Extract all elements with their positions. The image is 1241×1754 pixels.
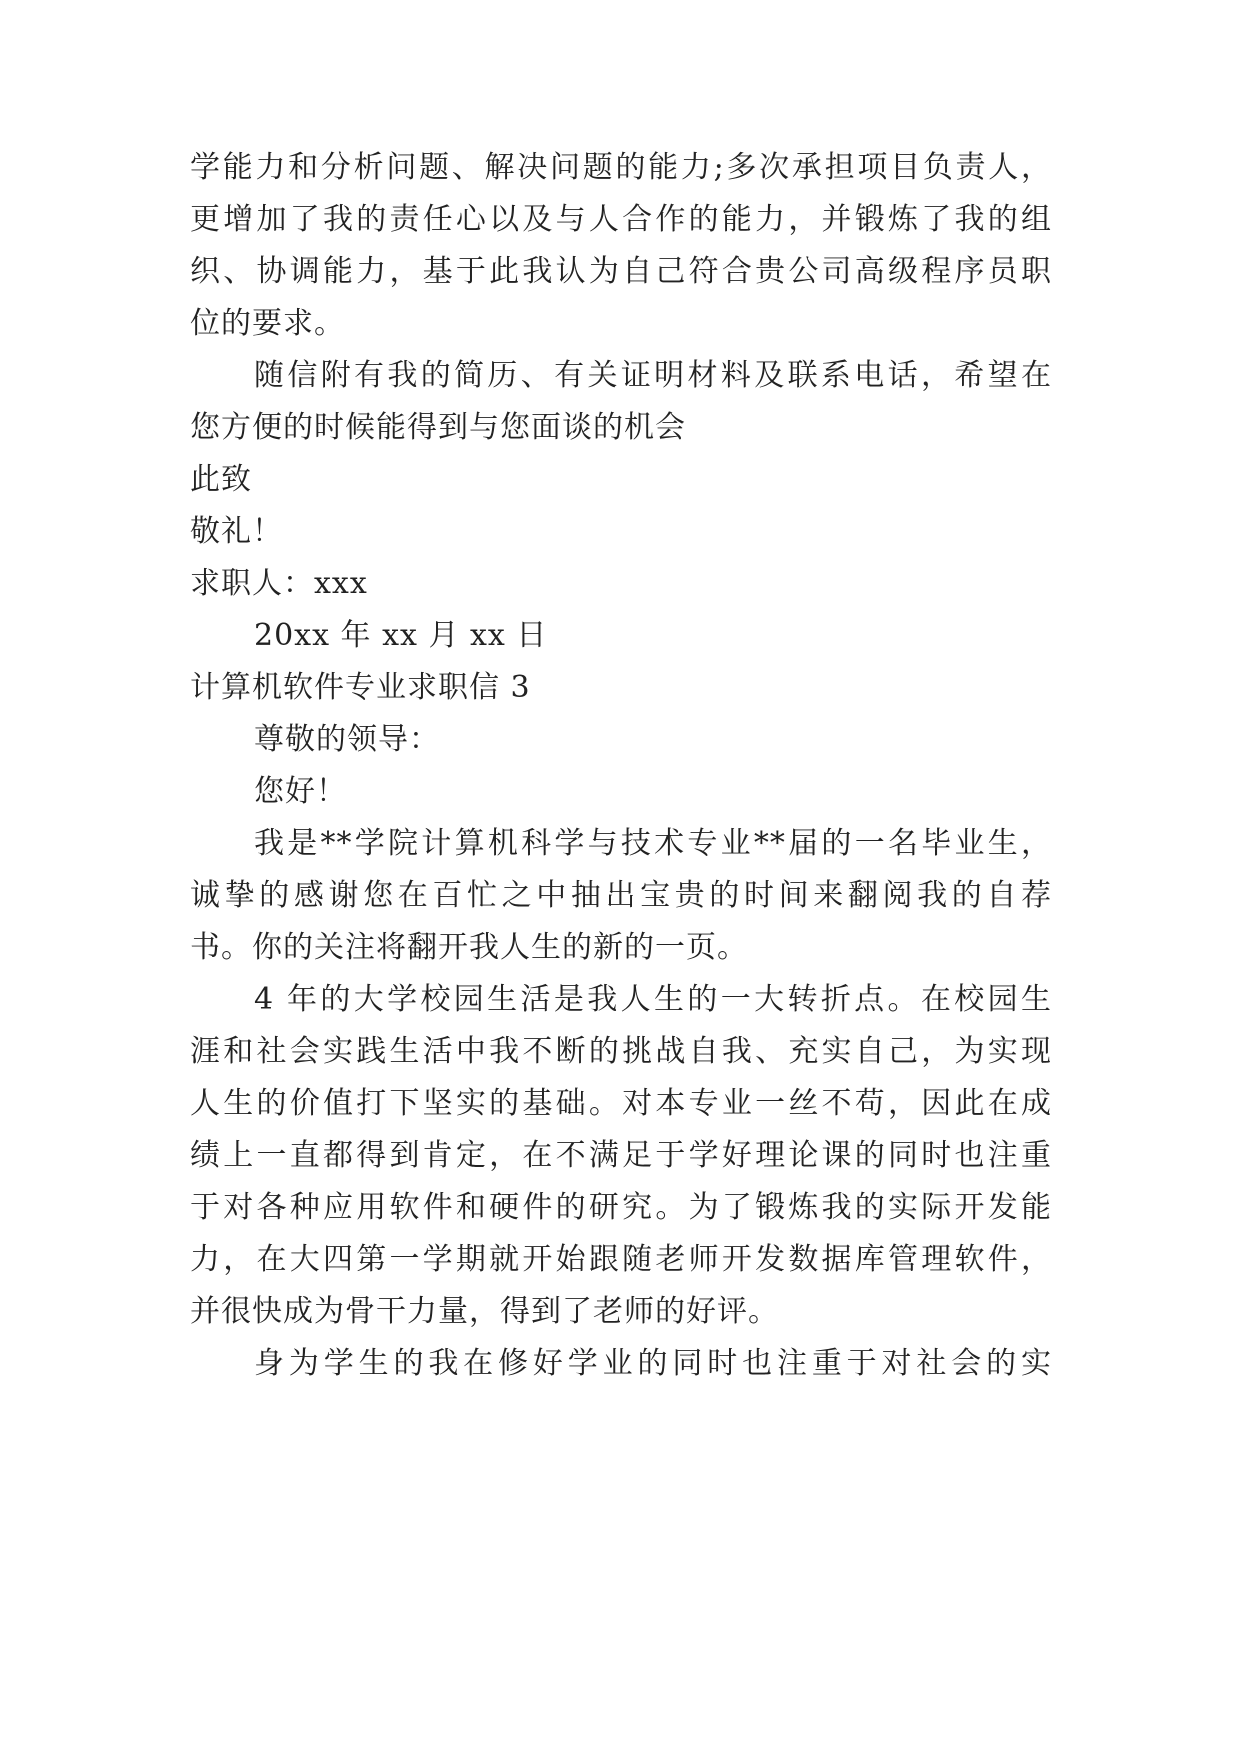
paragraph-line: 涯和社会实践生活中我不断的挑战自我、充实自己，为实现 (190, 1034, 1052, 1069)
applicant-signature: 求职人：xxx (190, 566, 368, 601)
salutation: 尊敬的领导： (254, 722, 440, 757)
paragraph-line: 绩上一直都得到肯定，在不满足于学好理论课的同时也注重 (190, 1138, 1052, 1173)
paragraph-line: 学能力和分析问题、解决问题的能力;多次承担项目负责人， (190, 150, 1052, 185)
paragraph-line: 于对各种应用软件和硬件的研究。为了锻炼我的实际开发能 (190, 1190, 1052, 1225)
paragraph-line: 随信附有我的简历、有关证明材料及联系电话，希望在 (254, 358, 1052, 393)
closing-salute: 敬礼！ (190, 514, 283, 549)
paragraph-line: 身为学生的我在修好学业的同时也注重于对社会的实 (254, 1346, 1052, 1381)
paragraph-line: 我是**学院计算机科学与技术专业**届的一名毕业生， (254, 826, 1052, 861)
paragraph-line: 人生的价值打下坚实的基础。对本专业一丝不苟，因此在成 (190, 1086, 1052, 1121)
paragraph-line: 更增加了我的责任心以及与人合作的能力，并锻炼了我的组 (190, 202, 1052, 237)
paragraph-line: 织、协调能力，基于此我认为自己符合贵公司高级程序员职 (190, 254, 1052, 289)
paragraph-line: 书。你的关注将翻开我人生的新的一页。 (190, 930, 748, 965)
letter-date: 20xx 年 xx 月 xx 日 (254, 618, 548, 653)
paragraph-line: 诚挚的感谢您在百忙之中抽出宝贵的时间来翻阅我的自荐 (190, 878, 1052, 913)
paragraph-line: 力，在大四第一学期就开始跟随老师开发数据库管理软件， (190, 1242, 1052, 1277)
greeting: 您好！ (254, 774, 347, 809)
letter-heading: 计算机软件专业求职信 3 (190, 670, 531, 705)
paragraph-line: 4 年的大学校园生活是我人生的一大转折点。在校园生 (254, 982, 1052, 1017)
paragraph-line: 并很快成为骨干力量，得到了老师的好评。 (190, 1294, 779, 1329)
paragraph-line: 您方便的时候能得到与您面谈的机会 (190, 410, 686, 445)
closing-line: 此致 (190, 462, 252, 497)
paragraph-line: 位的要求。 (190, 306, 345, 341)
